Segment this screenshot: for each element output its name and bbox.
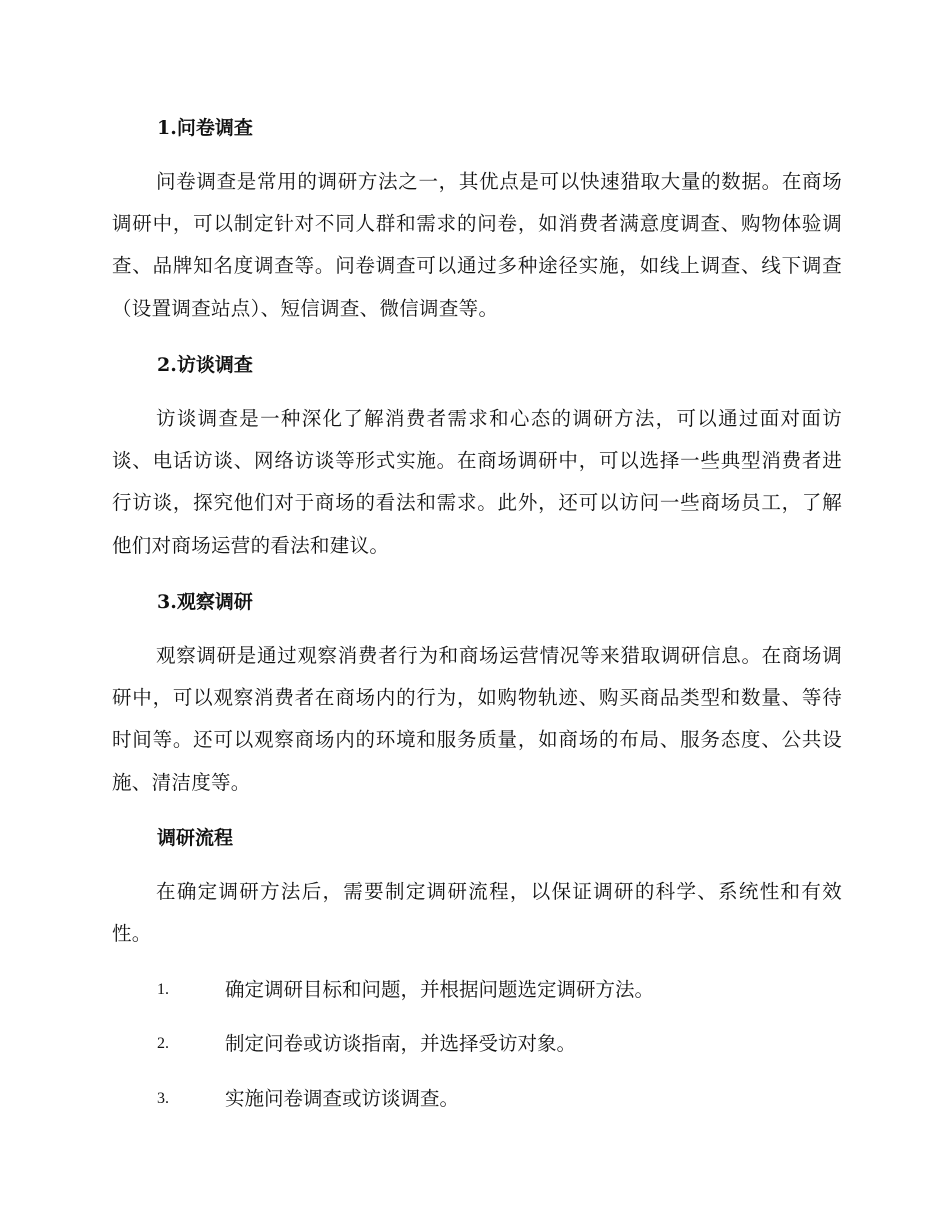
section-heading-questionnaire: 1.问卷调查 bbox=[157, 117, 253, 139]
paragraph: 问卷调查是常用的调研方法之一，其优点是可以快速猎取大量的数据。在商场调研中，可以制定针对不同人群和需求的问卷，如消费者满意度调查、购物体验调查、品牌知名度调查等。问卷调查可以通过多种途径实施，如线上调查、线下调查（设置调查站点）、短信调查、微信调查等。 bbox=[112, 170, 842, 320]
section-body-interview bbox=[112, 398, 842, 567]
paragraph: 在确定调研方法后，需要制定调研流程，以保证调研的科学、系统性和有效性。 bbox=[112, 880, 842, 946]
list-number: 1. bbox=[157, 981, 169, 998]
section-body-questionnaire bbox=[112, 161, 842, 330]
list-number: 2. bbox=[157, 1035, 169, 1052]
list-item bbox=[157, 1085, 857, 1113]
section-heading-process: 调研流程 bbox=[157, 827, 234, 849]
section-heading-observation: 3.观察调研 bbox=[157, 591, 253, 613]
list-item bbox=[157, 976, 857, 1004]
section-body-observation bbox=[112, 635, 842, 804]
list-text: 制定问卷或访谈指南，并选择受访对象。 bbox=[225, 1032, 577, 1055]
list-text: 确定调研目标和问题，并根据问题选定调研方法。 bbox=[225, 978, 655, 1001]
section-heading-interview: 2.访谈调查 bbox=[157, 354, 253, 376]
paragraph: 观察调研是通过观察消费者行为和商场运营情况等来猎取调研信息。在商场调研中，可以观察消费者在商场内的行为，如购物轨迹、购买商品类型和数量、等待时间等。还可以观察商场内的环境和服务质量，如商场的布局、服务态度、公共设施、清洁度等。 bbox=[112, 644, 842, 794]
paragraph: 访谈调查是一种深化了解消费者需求和心态的调研方法，可以通过面对面访谈、电话访谈、网络访谈等形式实施。在商场调研中，可以选择一些典型消费者进行访谈，探究他们对于商场的看法和需求。此外，还可以访问一些商场员工，了解他们对商场运营的看法和建议。 bbox=[112, 407, 842, 557]
list-text: 实施问卷调查或访谈调查。 bbox=[225, 1087, 460, 1110]
list-number: 3. bbox=[157, 1090, 169, 1107]
list-item bbox=[157, 1030, 857, 1058]
section-body-process bbox=[112, 871, 842, 955]
